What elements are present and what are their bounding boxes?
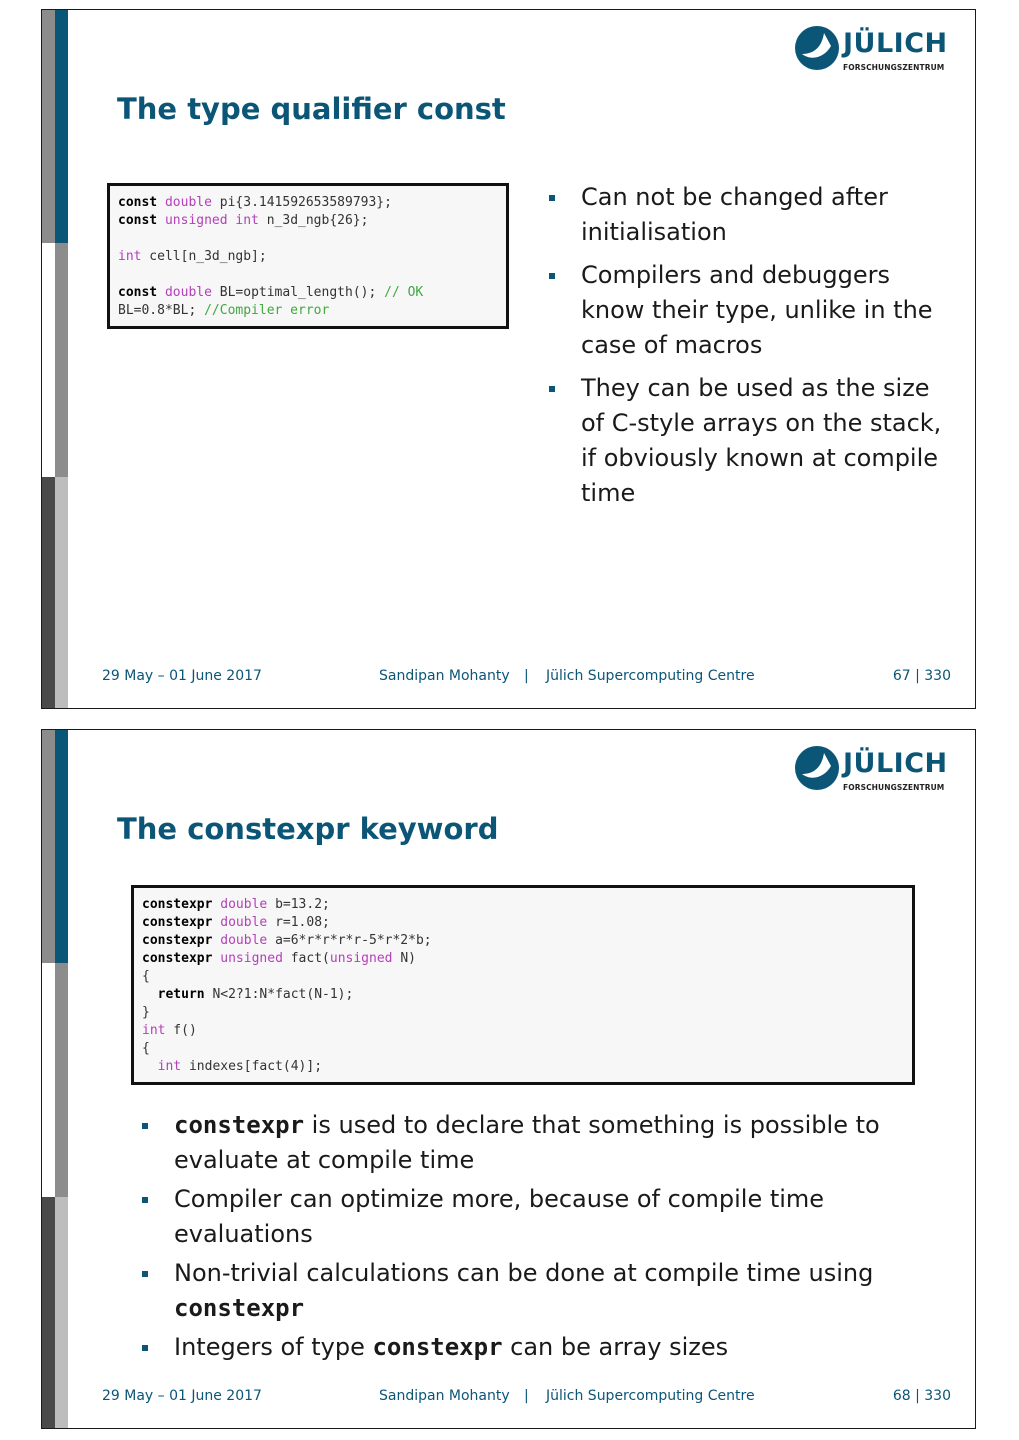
bullet-list	[547, 180, 952, 511]
code-line	[142, 1022, 904, 1040]
code-text	[157, 285, 165, 300]
code-keyword: return	[157, 987, 205, 1002]
code-line	[118, 284, 498, 302]
code-text: BL=optimal_length();	[211, 285, 385, 300]
code-text: {	[142, 969, 150, 984]
code-line	[118, 266, 498, 284]
code-block	[131, 885, 915, 1085]
julich-logo	[793, 742, 953, 798]
bullet-item	[140, 1330, 940, 1365]
logo-subtitle: FORSCHUNGSZENTRUM	[843, 783, 945, 792]
code-block	[107, 183, 509, 329]
logo-wordmark: JÜLICH	[843, 28, 948, 59]
code-type: double	[220, 897, 268, 912]
code-line	[118, 212, 498, 230]
code-text: n_3d_ngb{26};	[258, 213, 369, 228]
code-text	[142, 1059, 158, 1074]
bullet-text: Compiler can optimize more, because of compile time evaluations	[174, 1185, 825, 1248]
code-text: cell[n_3d_ngb];	[141, 249, 267, 264]
sidebar-color-bar	[42, 10, 68, 708]
code-text: }	[142, 1005, 150, 1020]
code-text: indexes[fact(4)];	[181, 1059, 323, 1074]
bullet-square-icon	[142, 1345, 148, 1351]
code-line	[142, 950, 904, 968]
bullet-square-icon	[549, 273, 555, 279]
code-keyword: constexpr	[142, 951, 213, 966]
bullet-item	[140, 1182, 940, 1252]
code-keyword: const	[118, 213, 158, 228]
code-comment: // OK	[384, 285, 424, 300]
code-type: unsigned	[220, 951, 283, 966]
code-text: a=6*r*r*r*r-5*r*2*b;	[267, 933, 432, 948]
code-type: double	[220, 915, 268, 930]
code-keyword: constexpr	[142, 915, 213, 930]
bullet-square-icon	[549, 386, 555, 392]
slide-title: The type qualifier const	[117, 92, 506, 126]
code-line	[142, 932, 904, 950]
footer-page-number: 68 | 330	[892, 1388, 951, 1404]
slide-67	[41, 9, 976, 709]
footer-separator: |	[524, 1388, 529, 1404]
code-line	[118, 194, 498, 212]
code-text: fact(	[282, 951, 330, 966]
code-text: {	[142, 1041, 150, 1056]
bullet-item	[140, 1256, 940, 1326]
bullet-code-keyword: constexpr	[372, 1333, 503, 1361]
footer-date: 29 May – 01 June 2017	[102, 1388, 262, 1404]
bullet-code-keyword: constexpr	[174, 1294, 305, 1322]
code-keyword: constexpr	[142, 897, 213, 912]
code-comment: //Compiler error	[204, 303, 330, 318]
slide-footer	[42, 668, 975, 688]
bullet-text: Compilers and debuggers know their type, unlike in the case of macros	[581, 261, 933, 359]
footer-institution: Jülich Supercomputing Centre	[546, 1388, 755, 1404]
bullet-list	[140, 1108, 940, 1365]
code-keyword: const	[118, 195, 158, 210]
julich-logo-mark	[793, 24, 841, 72]
code-type: int	[142, 1023, 166, 1038]
bullet-item	[547, 180, 952, 250]
code-keyword: constexpr	[142, 933, 213, 948]
footer-page-number: 67 | 330	[892, 668, 951, 684]
code-line	[142, 914, 904, 932]
code-type: double	[164, 285, 212, 300]
bullet-square-icon	[549, 195, 555, 201]
bullet-text: They can be used as the size of C-style arrays on the stack, if obviously known at compile time	[581, 374, 942, 507]
code-text: N<2?1:N*fact(N-1);	[204, 987, 354, 1002]
code-keyword: const	[118, 285, 158, 300]
code-line	[142, 968, 904, 986]
bullet-item	[547, 258, 952, 363]
code-text	[157, 195, 165, 210]
sidebar-color-bar	[42, 730, 68, 1428]
bullet-code-keyword: constexpr	[174, 1111, 305, 1139]
footer-separator: |	[524, 668, 529, 684]
code-text: pi{3.141592653589793};	[211, 195, 392, 210]
slide-footer	[42, 1388, 975, 1408]
code-text: b=13.2;	[267, 897, 330, 912]
julich-logo-mark	[793, 744, 841, 792]
bullet-square-icon	[142, 1123, 148, 1129]
logo-wordmark: JÜLICH	[843, 748, 948, 779]
footer-author: Sandipan Mohanty	[379, 1388, 510, 1404]
code-text: r=1.08;	[267, 915, 330, 930]
code-line	[142, 1040, 904, 1058]
code-type: unsigned	[329, 951, 393, 966]
bullet-text: Non-trivial calculations can be done at compile time using	[174, 1259, 874, 1287]
code-line	[142, 896, 904, 914]
bullet-square-icon	[142, 1197, 148, 1203]
logo-subtitle: FORSCHUNGSZENTRUM	[843, 63, 945, 72]
code-line	[142, 1004, 904, 1022]
bullet-text: can be array sizes	[502, 1333, 729, 1361]
code-text: N)	[392, 951, 416, 966]
bullet-square-icon	[142, 1271, 148, 1277]
bullet-item	[547, 371, 952, 511]
code-line	[118, 248, 498, 266]
footer-institution: Jülich Supercomputing Centre	[546, 668, 755, 684]
bullet-text: Integers of type	[174, 1333, 373, 1361]
bullet-text: is used to declare that something is possible to evaluate at compile time	[174, 1111, 880, 1174]
slide-68	[41, 729, 976, 1429]
code-line	[118, 230, 498, 248]
code-text: f()	[165, 1023, 197, 1038]
footer-author: Sandipan Mohanty	[379, 668, 510, 684]
code-text	[157, 213, 165, 228]
code-type: unsigned int	[164, 213, 259, 228]
bullet-text: Can not be changed after initialisation	[581, 183, 888, 246]
julich-logo	[793, 22, 953, 78]
code-text: BL=0.8*BL;	[118, 303, 205, 318]
code-type: double	[164, 195, 212, 210]
code-text	[142, 987, 158, 1002]
code-line	[118, 302, 498, 320]
code-type: int	[118, 249, 142, 264]
code-type: double	[220, 933, 268, 948]
code-type: int	[157, 1059, 182, 1074]
footer-date: 29 May – 01 June 2017	[102, 668, 262, 684]
code-line	[142, 986, 904, 1004]
bullet-item	[140, 1108, 940, 1178]
code-line	[142, 1058, 904, 1076]
slide-title: The constexpr keyword	[117, 812, 499, 846]
